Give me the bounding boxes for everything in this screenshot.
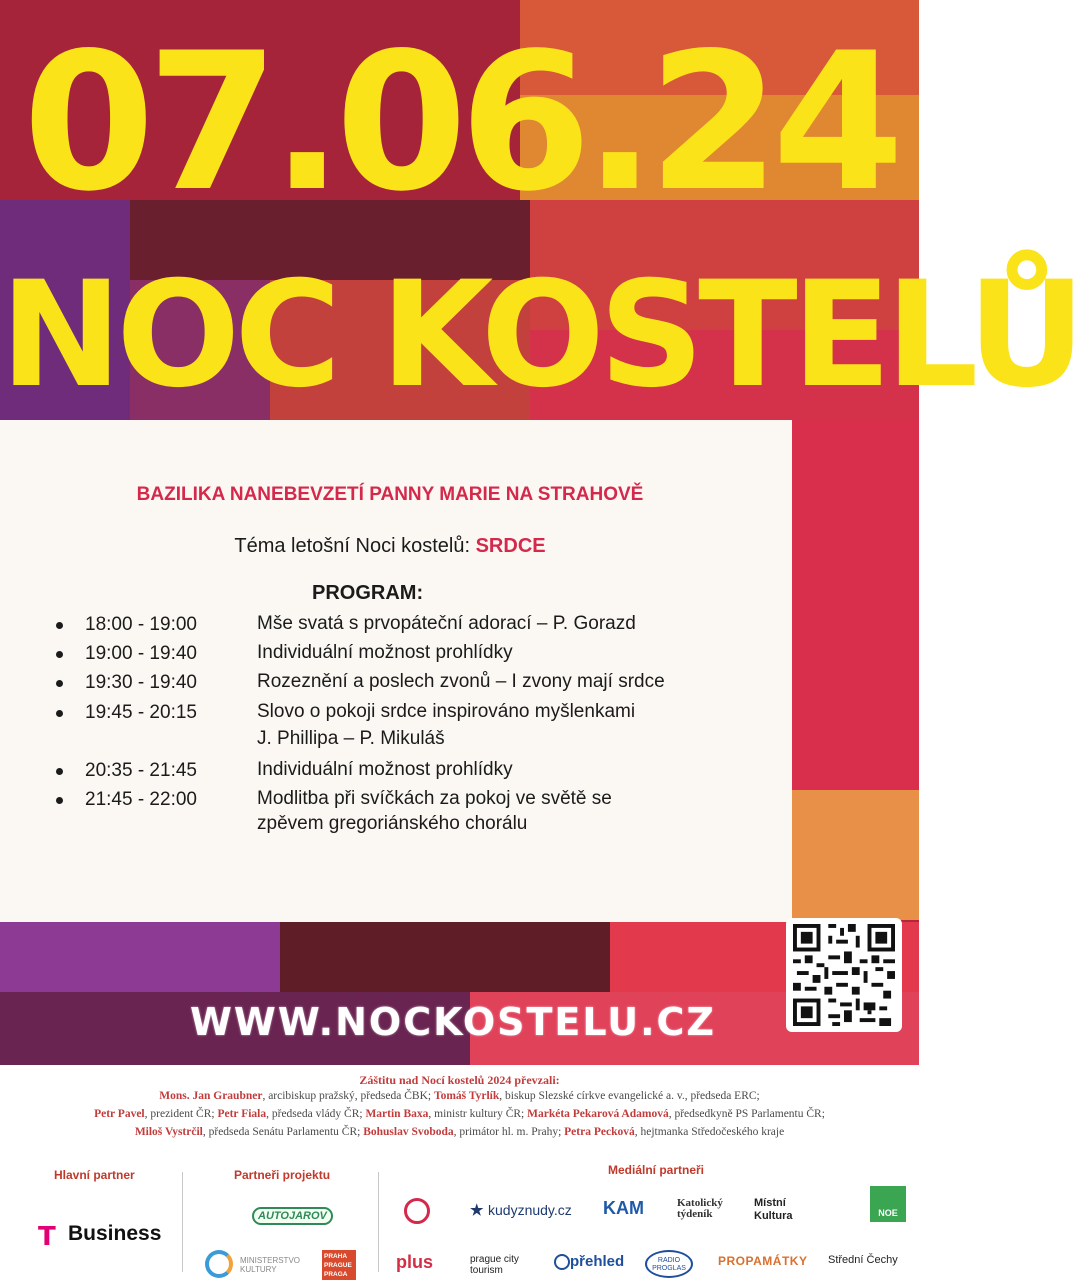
qr-code-graphic xyxy=(792,924,896,1026)
project-partners-heading: Partneři projektu xyxy=(234,1168,331,1182)
program-time: 19:45 - 20:15 xyxy=(85,702,197,723)
patron-name: Tomáš Tyrlík xyxy=(433,1090,500,1102)
patron-role: , předsedkyně PS Parlamentu ČR; xyxy=(668,1108,825,1120)
program-time: 21:45 - 22:00 xyxy=(85,789,197,810)
main-partner-heading: Hlavní partner xyxy=(54,1168,135,1182)
program-desc: Modlitba při svíčkách za pokoj ve světě se xyxy=(257,788,612,809)
patron-role: , primátor hl. m. Prahy; xyxy=(453,1126,565,1138)
star-icon: ★ xyxy=(470,1202,484,1219)
bg-block xyxy=(0,922,280,992)
patronage-line xyxy=(0,1108,919,1120)
praha-logo[interactable]: PRAHA PRAGUE PRAGA xyxy=(322,1250,356,1280)
bullet-icon xyxy=(56,797,63,804)
patron-role: , biskup Slezské církve evangelické a. v., předseda ERC; xyxy=(499,1090,760,1102)
program-desc: Individuální možnost prohlídky xyxy=(257,759,513,780)
patron-name: Petra Pecková xyxy=(564,1126,635,1138)
program-desc: Rozeznění a poslech zvonů – I zvony mají srdce xyxy=(257,671,665,692)
patronage-line xyxy=(0,1126,919,1138)
kudyznudy-logo[interactable]: kudyznudy.cz xyxy=(488,1202,572,1218)
program-desc: Mše svatá s prvopáteční adorací – P. Gorazd xyxy=(257,613,636,634)
kam-logo[interactable]: KAM xyxy=(603,1198,644,1218)
church-name: BAZILIKA NANEBEVZETÍ PANNY MARIE NA STRAHOVĚ xyxy=(136,484,644,505)
patron-name: Petr Pavel xyxy=(94,1108,145,1120)
mistni-kultura-logo[interactable]: Místní Kultura xyxy=(754,1197,793,1222)
patron-name: Martin Baxa xyxy=(365,1108,429,1120)
program-desc: Slovo o pokoji srdce inspirováno myšlenkami xyxy=(257,701,636,722)
bullet-icon xyxy=(56,622,63,629)
patron-role: , hejtmanka Středočeského kraje xyxy=(634,1126,785,1138)
patron-name: Markéta Pekarová Adamová xyxy=(527,1108,669,1120)
patron-role: , ministr kultury ČR; xyxy=(428,1108,528,1120)
katolicky-tydenik-logo[interactable]: Katolický týdeník xyxy=(677,1197,723,1220)
divider xyxy=(378,1172,379,1272)
bullet-icon xyxy=(56,710,63,717)
patron-role: , arcibiskup pražský, předseda ČBK; xyxy=(262,1090,434,1102)
prague-city-tourism-logo[interactable]: prague city tourism xyxy=(470,1254,519,1276)
ministry-icon xyxy=(205,1250,233,1278)
theme-value: SRDCE xyxy=(475,535,546,557)
program-time: 19:30 - 19:40 xyxy=(85,672,197,693)
program-time: 19:00 - 19:40 xyxy=(85,643,197,664)
website-url[interactable]: WWW.NOCKOSTELU.CZ xyxy=(190,1000,716,1044)
event-date: 07.06.24 xyxy=(22,12,897,233)
qr-code-icon[interactable] xyxy=(786,918,902,1032)
patronage-line xyxy=(0,1090,919,1102)
patron-name: Mons. Jan Graubner xyxy=(159,1090,263,1102)
prehled-logo[interactable]: přehled xyxy=(570,1253,625,1270)
main-partner-logo[interactable]: Business xyxy=(68,1222,162,1245)
bg-block xyxy=(280,922,610,992)
telekom-t-icon: T xyxy=(38,1222,56,1252)
proglas-logo[interactable]: RADIO PROGLAS xyxy=(645,1250,693,1278)
patron-name: Bohuslav Svoboda xyxy=(363,1126,454,1138)
propamatky-logo[interactable]: PROPAMÁTKY xyxy=(718,1254,808,1268)
program-desc: zpěvem gregoriánského chorálu xyxy=(257,813,528,834)
media-partners-heading: Mediální partneři xyxy=(608,1163,705,1177)
bg-block xyxy=(792,420,919,790)
divider xyxy=(182,1172,183,1272)
program-heading: PROGRAM: xyxy=(312,582,424,604)
bg-block xyxy=(792,790,919,920)
event-title: NOC KOSTELŮ xyxy=(0,250,1080,420)
patron-name: Petr Fiala xyxy=(217,1108,267,1120)
patronage-heading: Záštitu nad Nocí kostelů 2024 převzali: xyxy=(359,1073,560,1087)
bullet-icon xyxy=(56,680,63,687)
prehled-icon xyxy=(554,1254,570,1270)
ministry-logo[interactable]: MINISTERSTVO KULTURY xyxy=(240,1256,301,1274)
bullet-icon xyxy=(56,651,63,658)
program-time: 18:00 - 19:00 xyxy=(85,614,197,635)
stredni-cechy-logo[interactable]: Střední Čechy xyxy=(828,1254,898,1266)
bullet-icon xyxy=(56,768,63,775)
city-emblem-icon xyxy=(404,1198,430,1224)
plus-logo[interactable]: plus xyxy=(396,1252,434,1272)
patron-role: , předseda vlády ČR; xyxy=(266,1108,366,1120)
program-time: 20:35 - 21:45 xyxy=(85,760,197,781)
theme-label: Téma letošní Noci kostelů: xyxy=(234,535,476,557)
patron-role: , předseda Senátu Parlamentu ČR; xyxy=(202,1126,364,1138)
theme-line xyxy=(0,535,780,558)
program-desc: J. Phillipa – P. Mikuláš xyxy=(257,728,445,749)
program-desc: Individuální možnost prohlídky xyxy=(257,642,513,663)
patron-role: , prezident ČR; xyxy=(144,1108,218,1120)
autojarov-logo[interactable]: AUTOJAROV xyxy=(252,1207,333,1225)
noe-logo[interactable]: NOE xyxy=(870,1186,906,1222)
patron-name: Miloš Vystrčil xyxy=(134,1126,203,1138)
